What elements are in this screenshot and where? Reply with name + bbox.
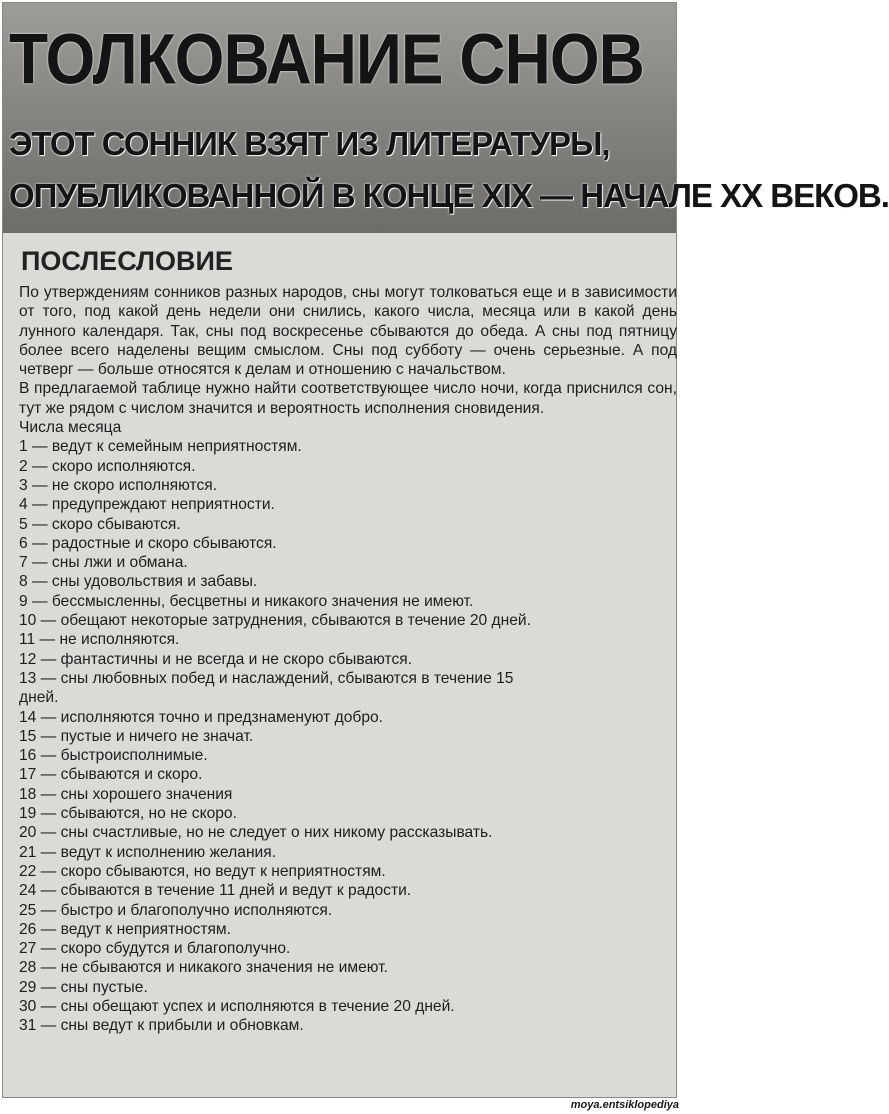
list-item: 24 — сбываются в течение 11 дней и ведут к радости. [19,882,412,900]
list-item: 19 — сбываются, но не скоро. [19,805,237,823]
list-item: 17 — сбываются и скоро. [19,766,203,784]
list-item: 26 — ведут к неприятностям. [19,920,231,938]
subtitle-line-1: ЭТОТ СОННИК ВЗЯТ ИЗ ЛИТЕРАТУРЫ, [9,125,610,162]
list-item: 3 — не скоро исполняются. [19,476,218,494]
intro-paragraph-1: По утверждениям сонников разных народов, сны могут толковаться еще и в зависимости от того, под какой день недели они снились, какого числа, месяца или в какой день лунного календаря. Так, сны под воскресенье сбываются до обеда. А сны под пятницу более всего наделены вещим смыслом. Сны под субботу — очень серьезные. А под четверг — больше относятся к делам и отношению с начальством. [19,284,677,379]
list-item: 12 — фантастичны и не всегда и не скоро сбываются. [19,650,413,668]
list-item: 14 — исполняются точно и предзнаменуют добро. [19,708,384,726]
list-item: 16 — быстроисполнимые. [19,747,208,765]
subtitle-line-2: ОПУБЛИКОВАННОЙ В КОНЦЕ XIX — НАЧАЛЕ XX ВЕКОВ. [9,177,889,214]
list-item: 7 — сны лжи и обмана. [19,554,188,572]
article-body [17,241,677,1036]
list-item: 28 — не сбываются и никакого значения не имеют. [19,959,388,977]
section-title: ПОСЛЕСЛОВИЕ [21,246,233,276]
list-item: 4 — предупреждают неприятности. [19,496,275,514]
list-item: 8 — сны удовольствия и забавы. [19,573,258,591]
list-heading: Числа месяца [19,419,122,437]
list-item: 13 — сны любовных побед и наслаждений, сбываются в течение 15 [19,669,514,687]
page-title: ТОЛКОВАНИЕ СНОВ [9,18,644,100]
list-item: 25 — быстро и благополучно исполняются. [19,901,333,919]
list-item: 5 — скоро сбываются. [19,515,181,533]
header-banner [3,3,889,233]
list-item: 31 — сны ведут к прибыли и обновкам. [19,1017,304,1035]
list-item: 22 — скоро сбываются, но ведут к неприятностям. [19,862,386,880]
list-item: 11 — не исполняются. [19,631,180,649]
list-item: 2 — скоро исполняются. [19,457,196,475]
list-item: 10 — обещают некоторые затруднения, сбываются в течение 20 дней. [19,612,531,630]
list-item: 1 — ведут к семейным неприятностям. [19,438,302,456]
list-item: 21 — ведут к исполнению желания. [19,843,277,861]
list-item: 6 — радостные и скоро сбываются. [19,534,277,552]
source-watermark: moya.entsiklopediya [570,1099,679,1111]
list-item: 29 — сны пустые. [19,978,148,996]
list-item: 27 — скоро сбудутся и благополучно. [19,940,291,958]
list-item: 30 — сны обещают успех и исполняются в течение 20 дней. [19,997,455,1015]
list-item: 20 — сны счастливые, но не следует о них никому рассказывать. [19,824,493,842]
list-item: 15 — пустые и ничего не значат. [19,727,254,745]
newspaper-clipping [2,2,889,1098]
list-item: 9 — бессмысленны, бесцветны и никакого значения не имеют. [19,592,474,610]
list-item: дней. [19,689,59,707]
list-item: 18 — сны хорошего значения [19,785,233,803]
intro-paragraph-2: В предлагаемой таблице нужно найти соответствующее число ночи, когда приснился сон, тут же рядом с числом значится и вероятность исполнения сновидения. [19,380,677,417]
dream-number-list [19,437,677,1035]
